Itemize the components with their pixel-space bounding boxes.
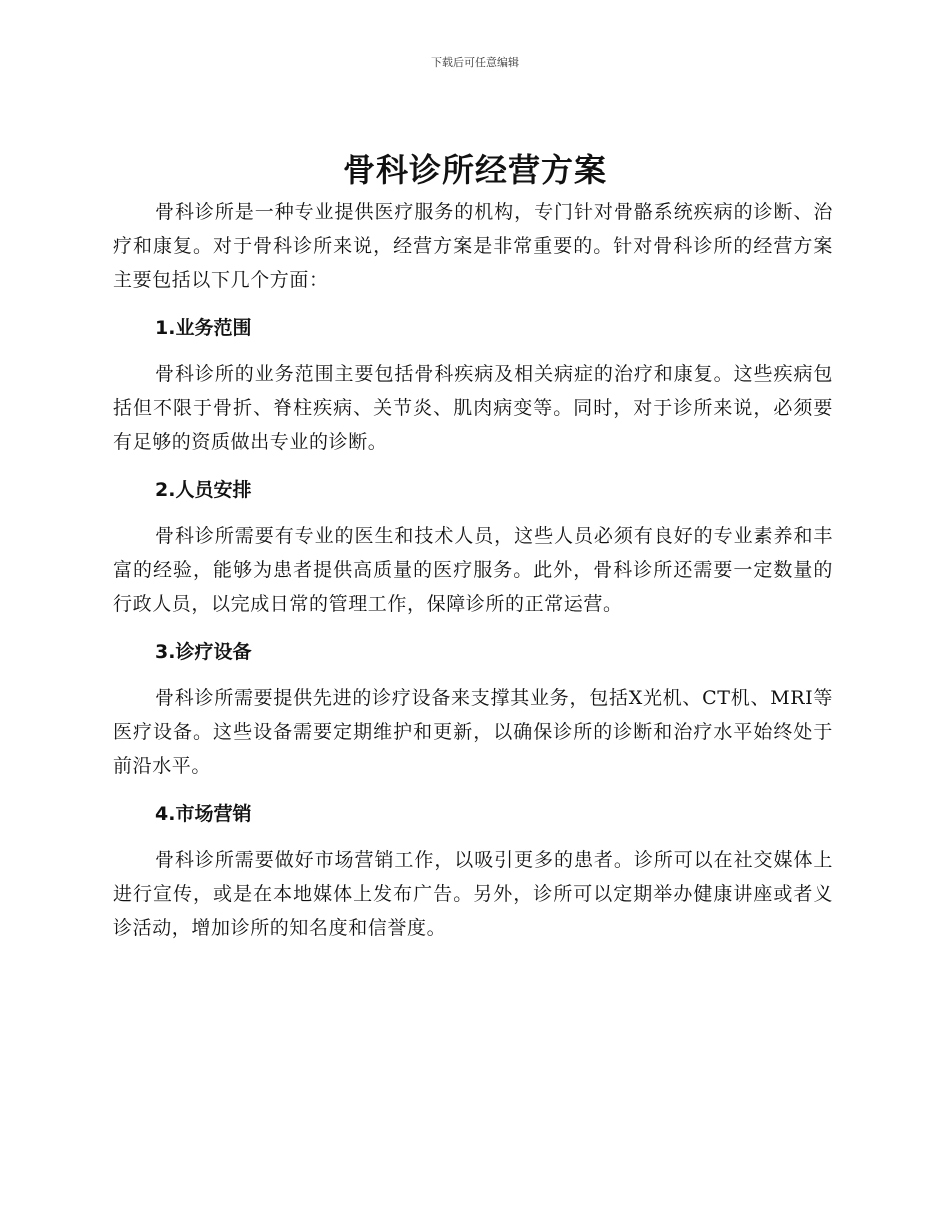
document-body: [113, 195, 833, 945]
section-heading-marketing: 4.市场营销: [155, 803, 252, 825]
intro-paragraph: 骨科诊所是一种专业提供医疗服务的机构，专门针对骨骼系统疾病的诊断、治疗和康复。对于骨科诊所来说，经营方案是非常重要的。针对骨科诊所的经营方案主要包括以下几个方面：: [113, 201, 833, 291]
section-paragraph-staffing: 骨科诊所需要有专业的医生和技术人员，这些人员必须有良好的专业素养和丰富的经验，能够为患者提供高质量的医疗服务。此外，骨科诊所还需要一定数量的行政人员，以完成日常的管理工作，保障诊所的正常运营。: [113, 525, 833, 615]
section-heading-equipment: 3.诊疗设备: [155, 641, 252, 663]
section-heading-staffing: 2.人员安排: [155, 479, 252, 501]
section-paragraph-equipment: 骨科诊所需要提供先进的诊疗设备来支撑其业务，包括X光机、CT机、MRI等医疗设备。这些设备需要定期维护和更新，以确保诊所的诊断和治疗水平始终处于前沿水平。: [113, 687, 833, 777]
section-paragraph-marketing: 骨科诊所需要做好市场营销工作，以吸引更多的患者。诊所可以在社交媒体上进行宣传，或是在本地媒体上发布广告。另外，诊所可以定期举办健康讲座或者义诊活动，增加诊所的知名度和信誉度。: [113, 849, 833, 939]
document-title: 骨科诊所经营方案: [342, 151, 607, 189]
section-heading-business-scope: 1.业务范围: [155, 317, 252, 339]
section-paragraph-business-scope: 骨科诊所的业务范围主要包括骨科疾病及相关病症的治疗和康复。这些疾病包括但不限于骨折、脊柱疾病、关节炎、肌肉病变等。同时，对于诊所来说，必须要有足够的资质做出专业的诊断。: [113, 363, 833, 453]
page-header: 下载后可任意编辑: [431, 56, 519, 69]
